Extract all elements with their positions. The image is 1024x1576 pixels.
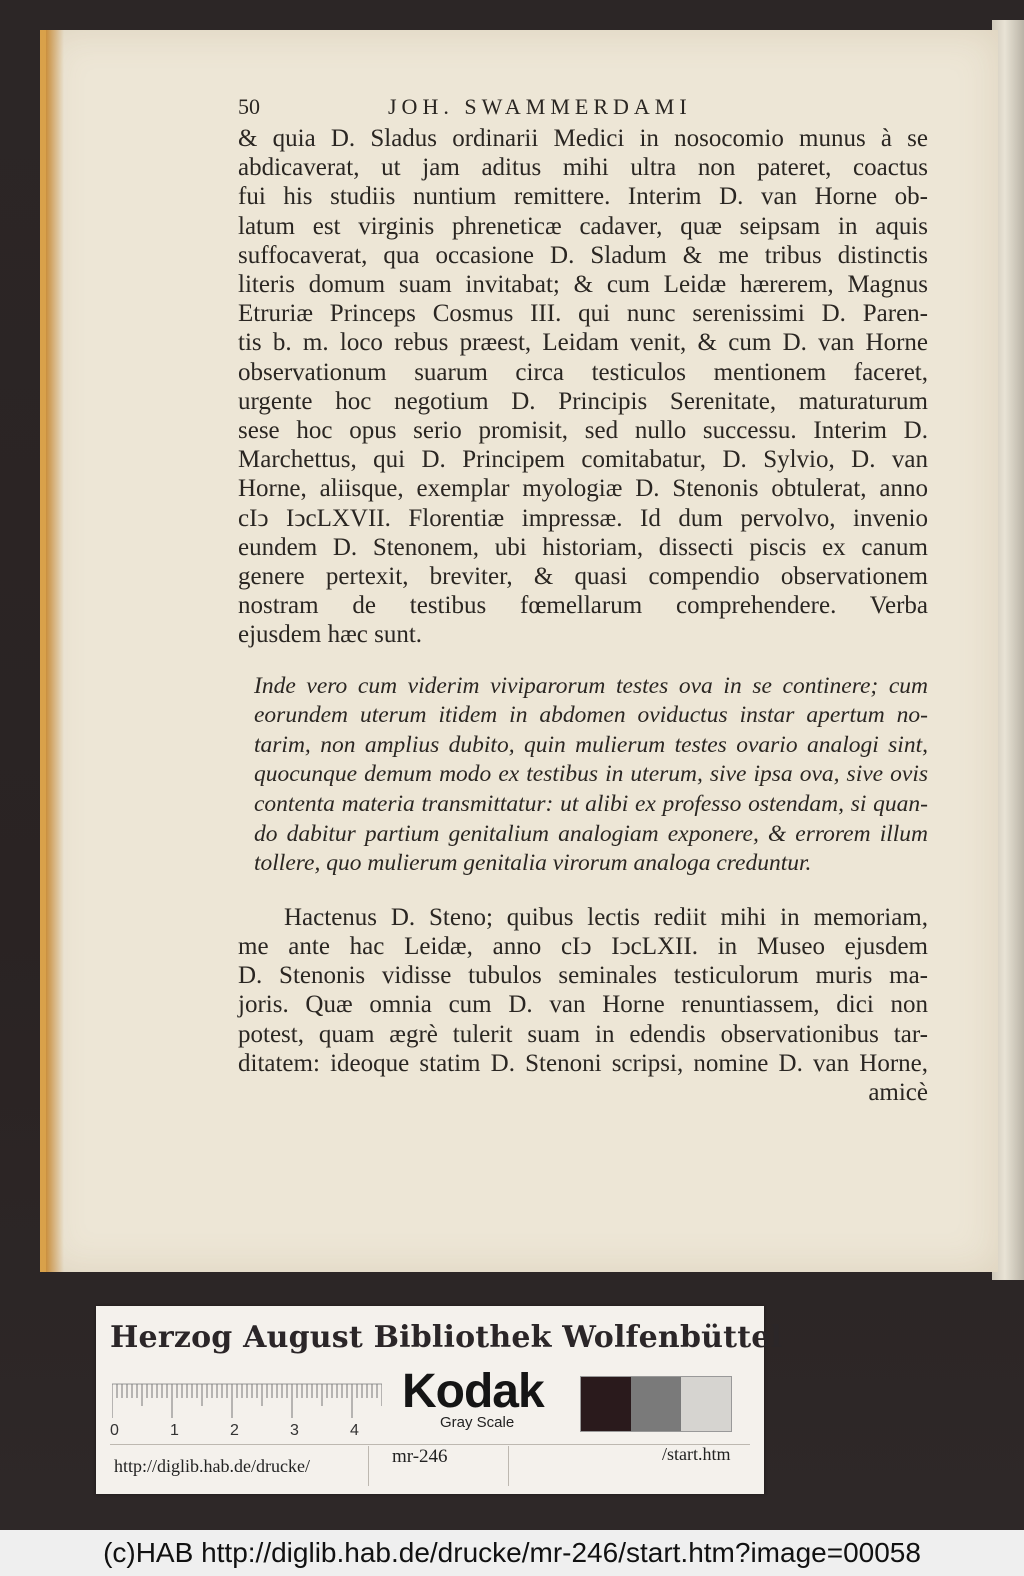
library-url: http://diglib.hab.de/drucke/ [114, 1456, 310, 1476]
ruler-numbers [110, 1422, 380, 1444]
divider [368, 1446, 369, 1486]
text-line: literis domum suam invitabat; & cum Leidæ hærerem, Magnus [238, 271, 928, 299]
text-line: Horne, aliisque, exemplar myologiæ D. Stenonis obtulerat, anno [238, 475, 928, 503]
ruler-number: 0 [110, 1422, 119, 1439]
text-line: & quia D. Sladus ordinarii Medici in nosocomio munus à se [238, 125, 928, 152]
text-line: suffocaverat, qua occasione D. Sladum & me tribus distinctis [238, 241, 928, 269]
text-line: me ante hac Leidæ, anno cIↄ IↄcLXII. in Museo ejusdem [238, 933, 928, 961]
text-line: potest, quam ægrè tulerit suam in edendis observationibus tar- [238, 1020, 928, 1048]
quote-line: do dabitur partium genitalium analogiam exponere, & errorem illum [254, 820, 928, 847]
page-text [238, 92, 928, 1107]
text-line: eundem D. Stenonem, ubi historiam, dissecti piscis ex canum [238, 533, 928, 561]
text-line: ejusdem hæc sunt. [238, 621, 423, 649]
ruler-number: 3 [290, 1422, 299, 1439]
paragraph-1 [238, 124, 928, 650]
ruler-number: 1 [170, 1422, 179, 1439]
page-header [238, 92, 928, 122]
divider [110, 1444, 750, 1445]
text-line: cIↄ IↄcLXVII. Florentiæ impressæ. Id dum pervolvo, invenio [238, 504, 928, 532]
quote-line: tollere, quo mulierum genitalia virorum analoga creduntur. [254, 850, 812, 877]
library-name: Herzog August Bibliothek Wolfenbüttel [110, 1320, 783, 1355]
quote-line: eorundem uterum itidem in abdomen oviductus instar apertum no- [254, 702, 928, 729]
text-line: observationum suarum circa testiculos mentionem faceret, [238, 358, 928, 386]
kodak-logo: Kodak [402, 1365, 544, 1418]
start-page-path: /start.htm [662, 1444, 731, 1464]
text-line: Hactenus D. Steno; quibus lectis rediit mihi in memoriam, [284, 903, 928, 931]
library-color-card [96, 1306, 783, 1494]
quote-line: tarim, non amplius dubito, quin mulierum testes ovario analogi sint, [254, 731, 928, 758]
copyright-footer: (c)HAB http://diglib.hab.de/drucke/mr-246/start.htm?image=00058 [0, 1530, 1024, 1576]
page-number: 50 [238, 94, 260, 119]
text-line: nostram de testibus fœmellarum comprehendere. Verba [238, 592, 928, 620]
gray-swatch [631, 1377, 681, 1431]
text-line: genere pertexit, breviter, & quasi compendio observationem [238, 563, 928, 591]
text-line: abdicaverat, ut jam aditus mihi ultra non pateret, coactus [238, 154, 928, 182]
quotation [254, 672, 928, 879]
gray-scale-label: Gray Scale [440, 1414, 515, 1431]
ruler-number: 4 [350, 1422, 359, 1439]
scale-ruler [112, 1376, 382, 1426]
text-line: fui his studiis nuntium remittere. Interim D. van Horne ob- [238, 183, 928, 211]
running-head: JOH. SWAMMERDAMI [388, 94, 692, 119]
text-line: tis b. m. loco rebus præest, Leidam venit, & cum D. van Horne [238, 329, 928, 357]
text-line: ditatem: ideoque statim D. Stenoni scripsi, nomine D. van Horne, [238, 1049, 928, 1077]
text-line: Etruriæ Princeps Cosmus III. qui nunc serenissimi D. Paren- [238, 300, 928, 328]
quote-line: Inde vero cum viderim viviparorum testes ova in se continere; cum [254, 672, 928, 699]
text-line: urgente hoc negotium D. Principis Serenitate, maturaturum [238, 387, 928, 415]
text-line: sese hoc opus serio promisit, sed nullo successu. Interim D. [238, 417, 928, 445]
gray-scale-swatches [580, 1376, 732, 1432]
paragraph-2 [238, 903, 928, 1107]
page-gutter-shadow [46, 30, 64, 1272]
gray-swatch [581, 1377, 631, 1431]
ruler-number: 2 [230, 1422, 239, 1439]
divider [508, 1446, 509, 1486]
gray-swatch [681, 1377, 731, 1431]
quote-line: quocunque demum modo ex testibus in uterum, sive ipsa ova, sive ovis [254, 761, 928, 788]
text-line: Marchettus, qui D. Principem comitabatur, D. Sylvio, D. van [238, 446, 928, 474]
text-line: joris. Quæ omnia cum D. van Horne renuntiassem, dici non [238, 991, 928, 1019]
text-line: latum est virginis phreneticæ cadaver, quæ seipsam in aquis [238, 212, 928, 240]
text-line: D. Stenonis vidisse tubulos seminales testiculorum muris ma- [238, 962, 928, 990]
quote-line: contenta materia transmittatur: ut alibi ex professo ostendam, si quan- [254, 791, 928, 818]
catchword: amicè [868, 1079, 928, 1107]
shelfmark: mr-246 [392, 1446, 448, 1467]
